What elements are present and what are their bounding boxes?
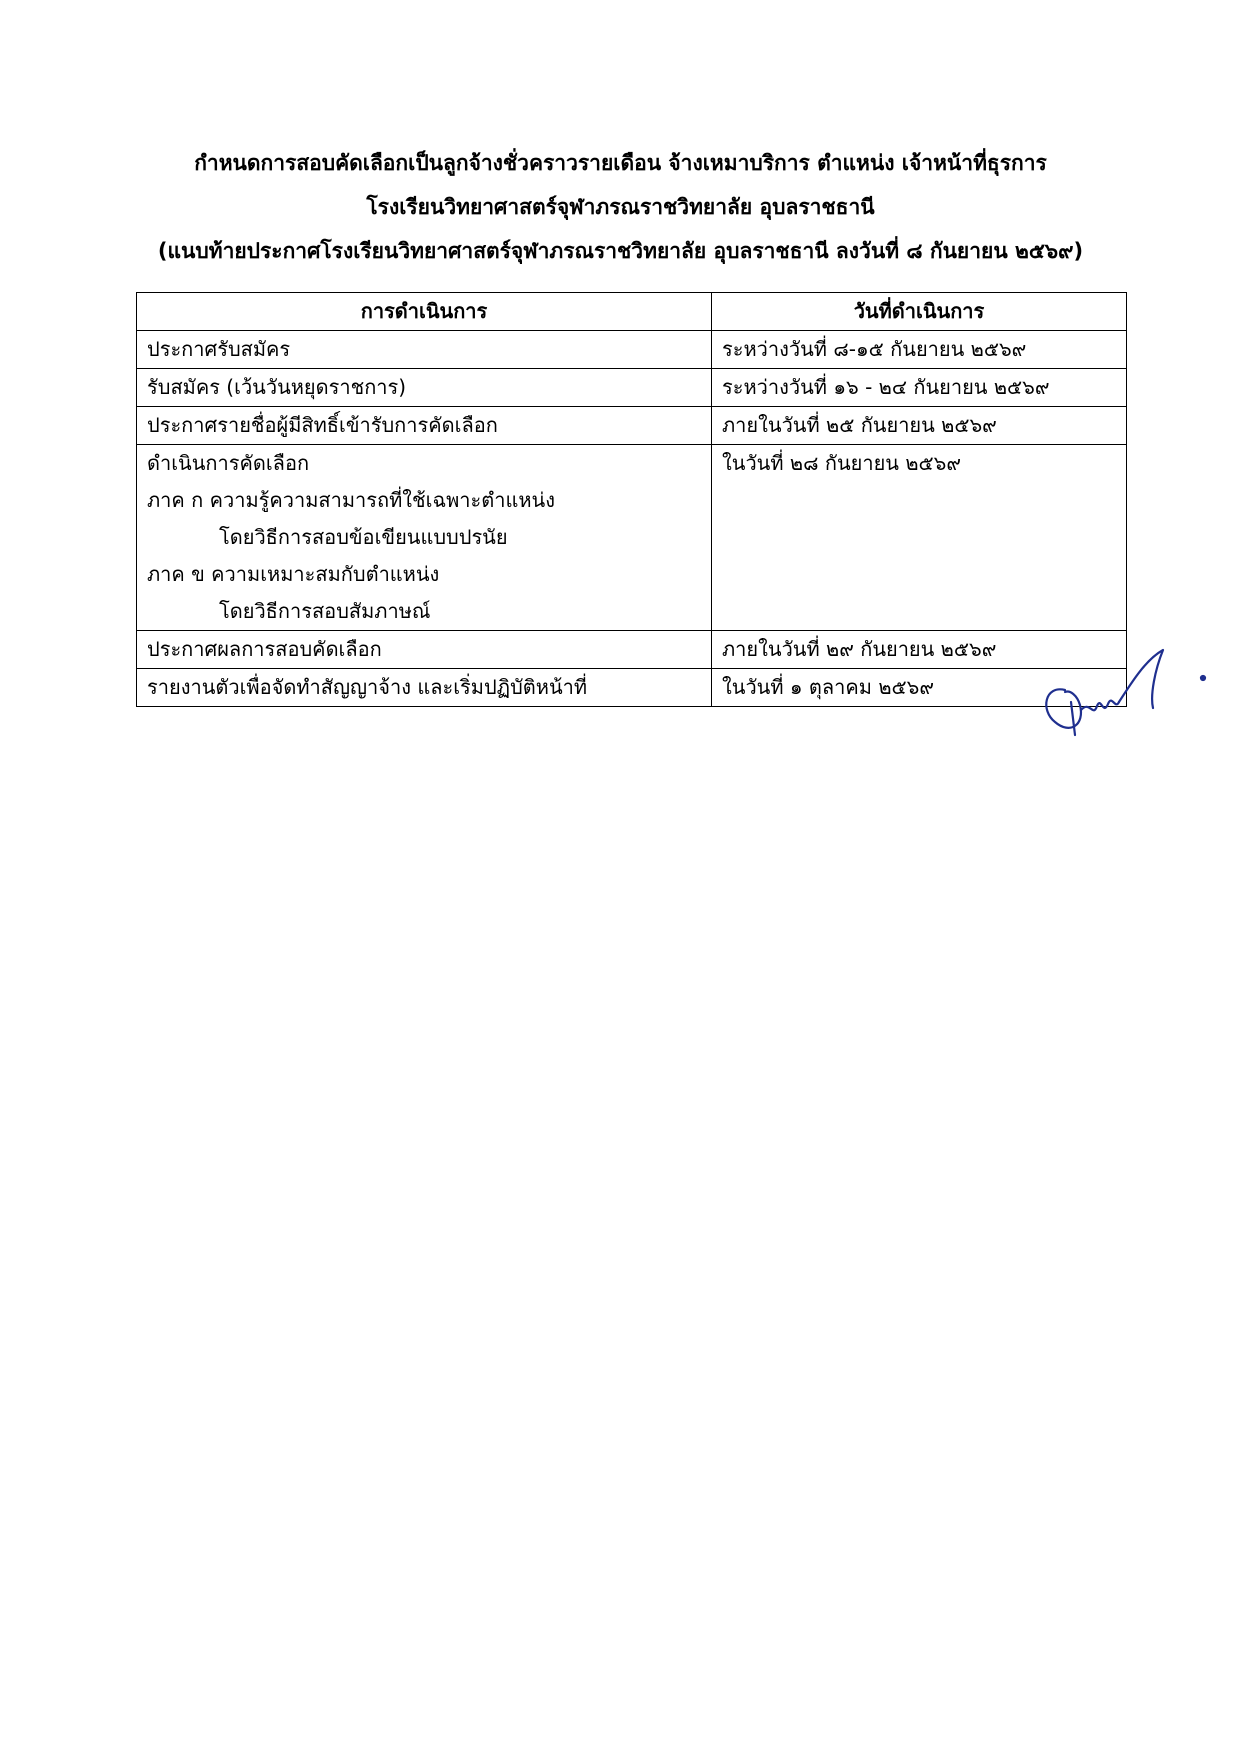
heading-line-3: (แนบท้ายประกาศโรงเรียนวิทยาศาสตร์จุฬาภรณราชวิทยาลัย อุบลราชธานี ลงวันที่ ๘ กันยายน ๒๕๖๙) [157,239,1084,263]
activity-line: ดำเนินการคัดเลือก [147,451,310,475]
activity-line: โดยวิธีการสอบข้อเขียนแบบปรนัย [219,525,508,549]
schedule-table [136,292,1127,707]
date-cell: ในวันที่ ๑ ตุลาคม ๒๕๖๙ [712,669,1127,707]
activity-line: ภาค ก ความรู้ความสามารถที่ใช้เฉพาะตำแหน่ง [147,488,555,512]
header-activity: การดำเนินการ [137,293,712,331]
table-row [137,669,1127,707]
activity-cell [137,445,712,631]
date-cell: ภายในวันที่ ๒๕ กันยายน ๒๕๖๙ [712,407,1127,445]
date-cell: ภายในวันที่ ๒๙ กันยายน ๒๕๖๙ [712,631,1127,669]
document-heading [0,141,1241,273]
date-cell: ในวันที่ ๒๘ กันยายน ๒๕๖๙ [712,445,1127,631]
table-row [137,445,1127,631]
heading-line-1: กำหนดการสอบคัดเลือกเป็นลูกจ้างชั่วคราวรายเดือน จ้างเหมาบริการ ตำแหน่ง เจ้าหน้าที่ธุรการ [194,151,1047,175]
table-row [137,331,1127,369]
activity-cell: ประกาศรายชื่อผู้มีสิทธิ์เข้ารับการคัดเลือก [137,407,712,445]
heading-line-2: โรงเรียนวิทยาศาสตร์จุฬาภรณราชวิทยาลัย อุบลราชธานี [366,195,875,219]
table-row [137,407,1127,445]
activity-cell: ประกาศรับสมัคร [137,331,712,369]
table-row [137,369,1127,407]
activity-line: ภาค ข ความเหมาะสมกับตำแหน่ง [147,562,440,586]
table-row [137,631,1127,669]
activity-cell: รายงานตัวเพื่อจัดทำสัญญาจ้าง และเริ่มปฏิบัติหน้าที่ [137,669,712,707]
table-header-row [137,293,1127,331]
activity-line: โดยวิธีการสอบสัมภาษณ์ [219,599,431,623]
date-cell: ระหว่างวันที่ ๘-๑๕ กันยายน ๒๕๖๙ [712,331,1127,369]
activity-cell: รับสมัคร (เว้นวันหยุดราชการ) [137,369,712,407]
handwritten-signature [1035,640,1215,750]
activity-cell: ประกาศผลการสอบคัดเลือก [137,631,712,669]
header-date: วันที่ดำเนินการ [712,293,1127,331]
date-cell: ระหว่างวันที่ ๑๖ - ๒๔ กันยายน ๒๕๖๙ [712,369,1127,407]
